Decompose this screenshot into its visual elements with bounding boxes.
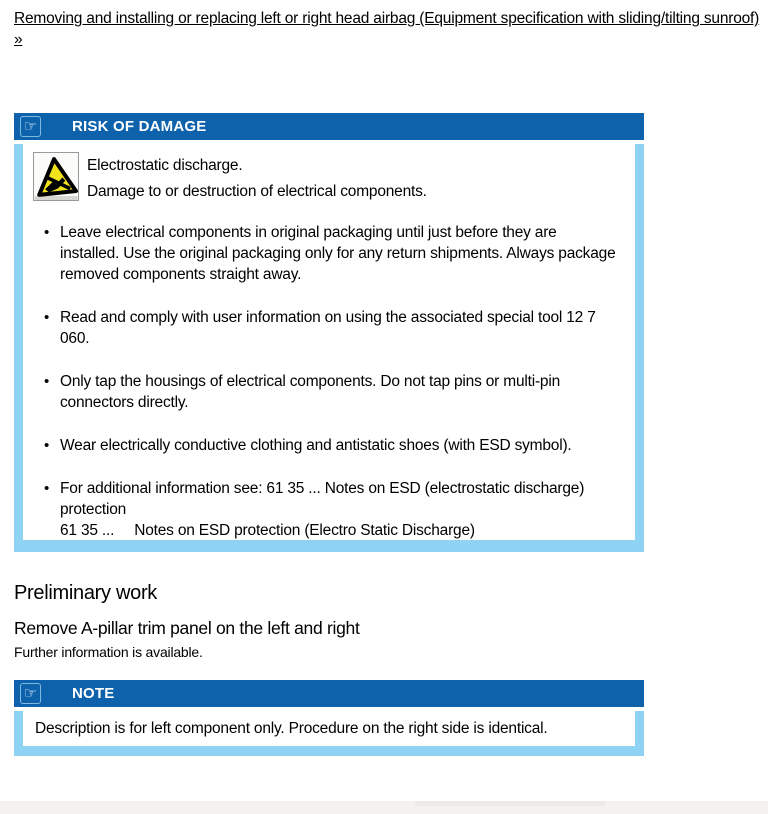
risk-bullet-item: • Read and comply with user information on using the associated special tool 12 7 060. xyxy=(33,307,618,349)
pointing-hand-icon: ☞ xyxy=(20,116,41,137)
esd-reference-line: 61 35 ... Notes on ESD protection (Electro Static Discharge) xyxy=(60,522,475,539)
pointing-hand-icon: ☞ xyxy=(20,683,41,704)
cutoff-next-section-band xyxy=(0,801,768,814)
esd-lead-line1: Electrostatic discharge. xyxy=(87,157,243,174)
risk-body xyxy=(14,144,644,552)
esd-lead-block xyxy=(33,152,621,205)
risk-of-damage-callout xyxy=(14,113,644,552)
note-banner-title: NOTE xyxy=(72,685,115,702)
note-callout xyxy=(14,680,644,756)
further-information-text: Further information is available. xyxy=(14,644,203,660)
risk-bullet-item: • For additional information see: 61 35 ... Notes on ESD (electrostatic discharge) protection 61 35 ... Notes on ESD protection (Electro Static Discharge) xyxy=(33,478,618,541)
note-body-text: Description is for left component only. Procedure on the right side is identical. xyxy=(14,711,644,756)
esd-warning-icon xyxy=(33,152,79,201)
risk-bullet-list xyxy=(33,222,621,541)
esd-lead-line2: Damage to or destruction of electrical components. xyxy=(87,183,427,200)
note-banner xyxy=(14,680,644,707)
remove-a-pillar-subheading: Remove A-pillar trim panel on the left and right xyxy=(14,618,360,638)
risk-banner-title: RISK OF DAMAGE xyxy=(72,118,207,135)
preliminary-work-heading: Preliminary work xyxy=(14,582,158,604)
risk-bullet-item: • Leave electrical components in original packaging until just before they are installed. Use the original packaging only for any return shipments. Always package removed components straight away. xyxy=(33,222,618,285)
cutoff-text-fragment xyxy=(415,801,605,806)
head-airbag-procedure-link[interactable]: Removing and installing or replacing left or right head airbag (Equipment specification with sliding/tilting sunroof) » xyxy=(14,10,760,48)
risk-bullet-item: • Wear electrically conductive clothing and antistatic shoes (with ESD symbol). xyxy=(33,435,618,456)
risk-banner xyxy=(14,113,644,140)
risk-bullet-item: • Only tap the housings of electrical components. Do not tap pins or multi-pin connectors directly. xyxy=(33,371,618,413)
